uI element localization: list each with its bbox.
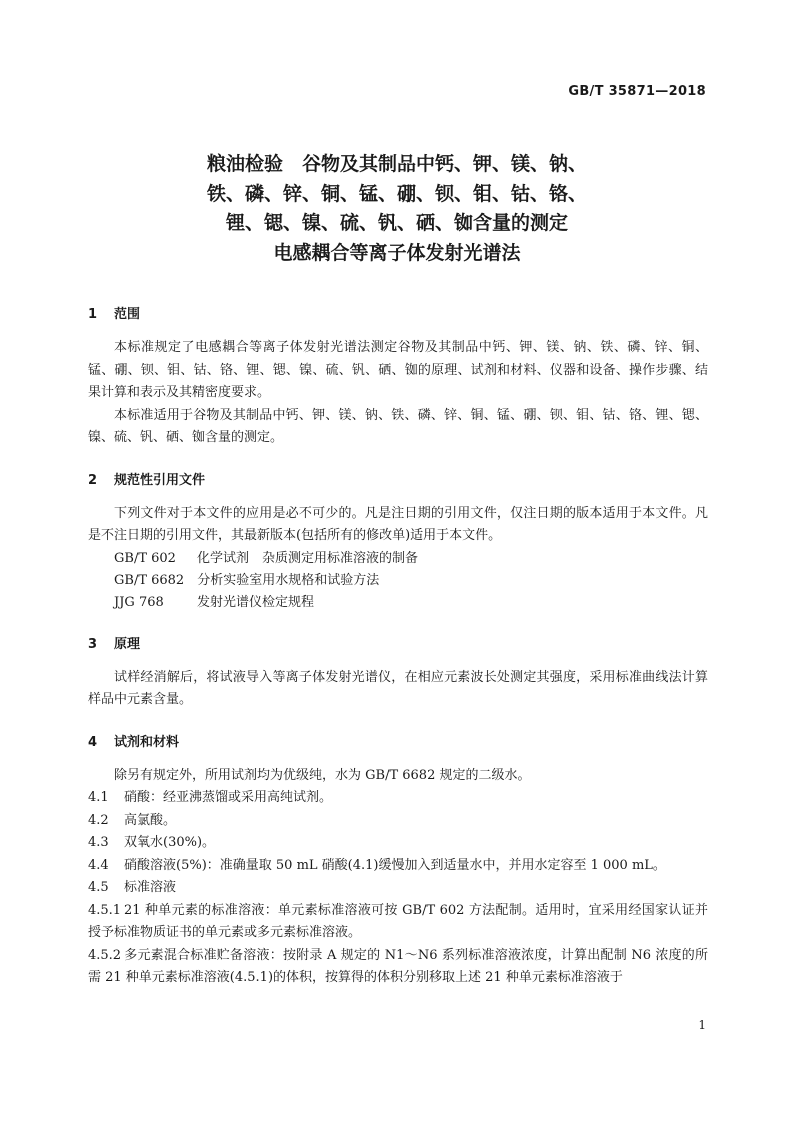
reference-item bbox=[88, 548, 708, 570]
reference-item bbox=[88, 570, 708, 592]
section-number: 3 bbox=[88, 636, 98, 652]
section-heading-principle bbox=[88, 634, 708, 656]
section-number: 4 bbox=[88, 734, 98, 750]
clause-text: 标准溶液 bbox=[124, 880, 177, 895]
clause-number: 4.5 bbox=[88, 880, 109, 895]
reference-title: 分析实验室用水规格和试验方法 bbox=[197, 572, 380, 588]
clause-item bbox=[88, 900, 708, 945]
clause-text: 硝酸：经亚沸蒸馏或采用高纯试剂。 bbox=[124, 790, 333, 805]
clause-item bbox=[88, 945, 708, 990]
reference-title: 发射光谱仪检定规程 bbox=[197, 594, 315, 610]
clause-text: 硝酸溶液(5%)：准确量取 50 mL 硝酸(4.1)缓慢加入到适量水中，并用水定容至 1 000 mL。 bbox=[124, 857, 666, 873]
clause-text: 高氯酸。 bbox=[124, 812, 177, 828]
clause-text: 双氧水(30%)。 bbox=[124, 835, 216, 850]
page-number: 1 bbox=[698, 1018, 706, 1032]
clause-item bbox=[88, 832, 708, 855]
section-title: 原理 bbox=[114, 636, 141, 652]
section-number: 2 bbox=[88, 472, 98, 488]
section-number: 1 bbox=[88, 307, 98, 322]
paragraph: 本标准规定了电感耦合等离子体发射光谱法测定谷物及其制品中钙、钾、镁、钠、铁、磷、锌、铜、锰、硼、钡、钼、钴、铬、锂、锶、镍、硫、钒、硒、铷的原理、试剂和材料、仪器和设备、操作步骤、结果计算和表示及其精密度要求。 bbox=[88, 340, 708, 400]
paragraph: 试样经消解后，将试液导入等离子体发射光谱仪，在相应元素波长处测定其强度，采用标准曲线法计算样品中元素含量。 bbox=[88, 669, 708, 707]
clause-item bbox=[88, 787, 708, 810]
clause-number: 4.3 bbox=[88, 835, 109, 850]
title-line-2: 铁、磷、锌、铜、锰、硼、钡、钼、钴、铬、 bbox=[206, 182, 587, 205]
clause-number: 4.4 bbox=[88, 857, 109, 873]
paragraph: 本标准适用于谷物及其制品中钙、钾、镁、钠、铁、磷、锌、铜、锰、硼、钡、钼、钴、铬、锂、锶、镍、硫、钒、硒、铷含量的测定。 bbox=[88, 407, 708, 445]
paragraph: 除另有规定外，所用试剂均为优级纯，水为 GB/T 6682 规定的二级水。 bbox=[114, 767, 531, 783]
title-line-4: 电感耦合等离子体发射光谱法 bbox=[273, 241, 521, 264]
clause-item bbox=[88, 855, 708, 878]
paragraph: 下列文件对于本文件的应用是必不可少的。凡是注日期的引用文件，仅注日期的版本适用于本文件。凡是不注日期的引用文件，其最新版本(包括所有的修改单)适用于本文件。 bbox=[88, 505, 708, 543]
clause-text: 多元素混合标准贮备溶液：按附录 A 规定的 N1～N6 系列标准溶液浓度，计算出配制 N6 浓度的所需 21 种单元素标准溶液(4.5.1)的体积，按算得的体积分别移取上述 21 种单元素标准溶液于 bbox=[88, 947, 708, 985]
clause-number: 4.5.2 bbox=[88, 947, 122, 963]
section-heading-reagents bbox=[88, 732, 708, 754]
reference-code: GB/T 6682 bbox=[114, 572, 185, 588]
section-title: 试剂和材料 bbox=[114, 734, 180, 750]
clause-item bbox=[88, 810, 708, 833]
standard-code: GB/T 35871—2018 bbox=[568, 84, 706, 99]
clause-number: 4.5.1 bbox=[88, 902, 122, 918]
clause-text: 21 种单元素的标准溶液：单元素标准溶液可按 GB/T 602 方法配制。适用时，宜采用经国家认证并授予标准物质证书的单元素或多元素标准溶液。 bbox=[88, 902, 708, 940]
title-line-1: 粮油检验 谷物及其制品中钙、钾、镁、钠、 bbox=[206, 153, 587, 175]
clause-item bbox=[88, 877, 708, 900]
reference-code: JJG 768 bbox=[114, 594, 164, 610]
section-title: 范围 bbox=[114, 307, 141, 322]
document-title bbox=[0, 150, 794, 268]
clause-number: 4.1 bbox=[88, 790, 109, 805]
document-body bbox=[88, 304, 708, 990]
reference-item bbox=[88, 592, 708, 614]
reference-code: GB/T 602 bbox=[114, 550, 176, 566]
section-heading-normative-references bbox=[88, 470, 708, 492]
title-line-3: 锂、锶、镍、硫、钒、硒、铷含量的测定 bbox=[225, 212, 568, 234]
section-title: 规范性引用文件 bbox=[114, 472, 206, 488]
clause-number: 4.2 bbox=[88, 812, 109, 828]
reference-title: 化学试剂 杂质测定用标准溶液的制备 bbox=[197, 550, 419, 566]
section-heading-scope bbox=[88, 304, 708, 326]
